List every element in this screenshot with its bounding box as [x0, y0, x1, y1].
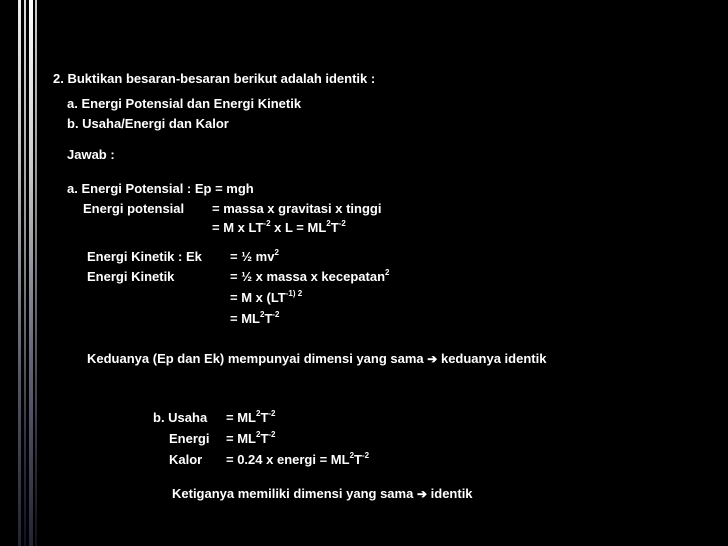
ek-eq0: = ½ $mv^2$	[230, 247, 279, 264]
question-title: 2. Buktikan besaran-besaran berikut adalah identik :	[53, 71, 376, 86]
right-arrow-icon: ➔	[427, 352, 438, 366]
ek-heading: Energi Kinetik : Ek	[87, 249, 202, 264]
sidebar-stripe	[24, 0, 26, 546]
part-b-conclusion: Ketiganya memiliki dimensi yang sama ➔ identik	[172, 486, 473, 501]
right-arrow-icon: ➔	[416, 487, 428, 501]
sidebar-stripe	[18, 0, 21, 546]
part-a-conclusion: Keduanya (Ep dan Ek) mempunyai dimensi yang sama ➔ keduanya identik	[87, 351, 547, 366]
ek-eq2: = M x ($LT^{-1) 2}$	[230, 288, 303, 305]
ek-eq1: = ½ x massa x kecepatan$^2$	[230, 267, 390, 284]
ep-term: Energi potensial	[83, 201, 185, 216]
question-item-b: b. Usaha/Energi dan Kalor	[67, 116, 229, 131]
answer-label: Jawab :	[67, 147, 115, 162]
sidebar-stripe	[35, 0, 37, 546]
decorative-sidebar	[0, 0, 40, 546]
energi-eq: = $ML^2T^{-2}$	[226, 429, 276, 446]
energi-label: Energi	[169, 431, 210, 446]
ek-term: Energi Kinetik	[87, 269, 175, 284]
kalor-label: Kalor	[169, 452, 203, 467]
usaha-eq: = $ML^2T^{-2}$	[226, 408, 276, 425]
sidebar-stripe	[29, 0, 33, 546]
usaha-label: b. Usaha	[153, 410, 208, 425]
question-item-a: a. Energi Potensial dan Energi Kinetik	[67, 96, 302, 111]
ep-heading: a. Energi Potensial : Ep = mgh	[67, 181, 254, 196]
ek-eq3: = $ML^2T^{-2}$	[230, 309, 280, 326]
ep-eq2: = M x $LT^{-2}$ x $L = ML^2T^{-2}$	[212, 218, 346, 235]
ep-eq1: = massa x gravitasi x tinggi	[212, 201, 382, 216]
kalor-eq: = 0.24 x energi = $ML^2T^{-2}$	[226, 450, 370, 467]
